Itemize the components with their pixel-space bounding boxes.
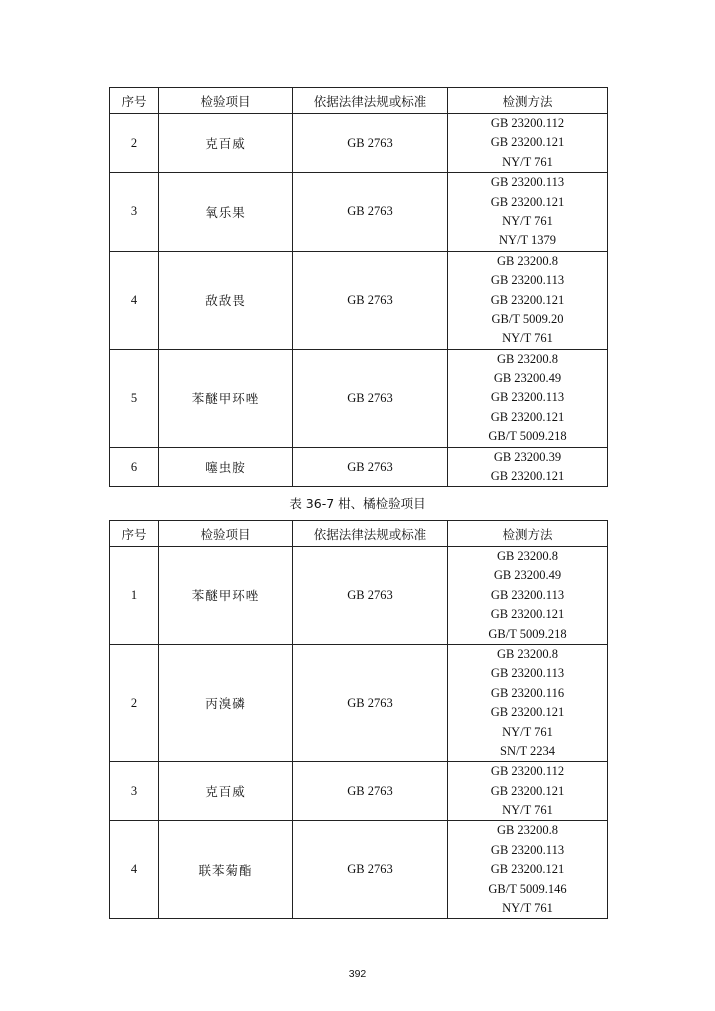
cell-methods: [448, 547, 608, 645]
cell-methods: [448, 762, 608, 821]
method-line: GB 23200.113: [490, 390, 565, 405]
method-line: GB 23200.112: [490, 116, 565, 130]
method-line: SN/T 2234: [500, 743, 555, 758]
cell-item: 噻虫胺: [159, 447, 293, 487]
cell-basis: GB 2763: [293, 821, 448, 919]
method-line: GB 23200.121: [490, 469, 565, 484]
cell-item: 苯醚甲环唑: [159, 547, 293, 645]
header-method: 检测方法: [448, 521, 608, 547]
table-row: [110, 821, 608, 919]
header-basis: 依据法律法规或标准: [293, 521, 448, 547]
cell-basis: GB 2763: [293, 114, 448, 173]
cell-methods: [448, 251, 608, 349]
method-line: GB 23200.121: [490, 135, 565, 150]
table-caption: 表 36-7 柑、橘检验项目: [289, 496, 426, 511]
header-basis: 依据法律法规或标准: [293, 88, 448, 114]
cell-serial: 4: [110, 821, 159, 919]
table-row: [110, 762, 608, 821]
method-line: GB 23200.113: [490, 587, 565, 602]
cell-serial: 2: [110, 114, 159, 173]
method-line: GB 23200.121: [490, 194, 565, 209]
header-item: 检验项目: [159, 521, 293, 547]
method-line: GB/T 5009.146: [488, 881, 567, 896]
method-line: NY/T 761: [502, 901, 553, 916]
inspection-table-top: [109, 87, 608, 487]
method-line: GB 23200.49: [493, 371, 562, 386]
method-line: GB 23200.8: [496, 253, 559, 268]
header-serial: 序号: [110, 88, 159, 114]
cell-methods: [448, 173, 608, 252]
table-row: [110, 251, 608, 349]
header-item: 检验项目: [159, 88, 293, 114]
method-line: GB 23200.8: [496, 646, 559, 661]
cell-item: 克百威: [159, 762, 293, 821]
method-line: GB 23200.113: [490, 273, 565, 288]
method-line: GB 23200.112: [490, 764, 565, 779]
method-line: GB 23200.113: [490, 842, 565, 857]
cell-methods: [448, 114, 608, 173]
method-line: NY/T 761: [502, 331, 553, 346]
method-line: GB 23200.121: [490, 862, 565, 877]
cell-item: 联苯菊酯: [159, 821, 293, 919]
method-line: GB 23200.8: [496, 351, 559, 366]
method-line: GB 23200.121: [490, 292, 565, 307]
table-header-row: [110, 521, 608, 547]
cell-serial: 5: [110, 349, 159, 447]
cell-item: 苯醚甲环唑: [159, 349, 293, 447]
cell-serial: 1: [110, 547, 159, 645]
cell-serial: 2: [110, 644, 159, 761]
table-row: [110, 173, 608, 252]
cell-methods: [448, 447, 608, 487]
cell-serial: 3: [110, 173, 159, 252]
method-line: GB/T 5009.218: [488, 626, 567, 641]
cell-methods: [448, 644, 608, 761]
header-method: 检测方法: [448, 88, 608, 114]
method-line: GB 23200.121: [490, 607, 565, 622]
table-row: [110, 114, 608, 173]
cell-serial: 6: [110, 447, 159, 487]
cell-basis: GB 2763: [293, 349, 448, 447]
method-line: NY/T 761: [502, 803, 553, 818]
method-line: GB 23200.121: [490, 705, 565, 720]
header-serial: 序号: [110, 521, 159, 547]
page-number: 392: [348, 968, 367, 980]
table-body: [110, 547, 608, 919]
method-line: NY/T 761: [502, 154, 553, 169]
cell-basis: GB 2763: [293, 762, 448, 821]
cell-methods: [448, 349, 608, 447]
inspection-table-citrus: [109, 520, 608, 919]
cell-item: 丙溴磷: [159, 644, 293, 761]
cell-basis: GB 2763: [293, 644, 448, 761]
method-line: NY/T 1379: [498, 233, 557, 248]
cell-basis: GB 2763: [293, 173, 448, 252]
table-header-row: [110, 88, 608, 114]
method-line: GB 23200.121: [490, 783, 565, 798]
method-line: GB/T 5009.20: [491, 311, 564, 326]
method-line: GB 23200.39: [493, 449, 562, 464]
table-body: [110, 114, 608, 487]
cell-basis: GB 2763: [293, 251, 448, 349]
cell-basis: GB 2763: [293, 547, 448, 645]
cell-basis: GB 2763: [293, 447, 448, 487]
cell-serial: 4: [110, 251, 159, 349]
cell-item: 氧乐果: [159, 173, 293, 252]
table-row: [110, 447, 608, 487]
table-row: [110, 349, 608, 447]
method-line: NY/T 761: [502, 724, 553, 739]
method-line: GB 23200.49: [493, 568, 562, 583]
table-row: [110, 547, 608, 645]
method-line: GB 23200.8: [496, 549, 559, 563]
cell-item: 克百威: [159, 114, 293, 173]
method-line: GB 23200.113: [490, 666, 565, 681]
method-line: GB/T 5009.218: [488, 429, 567, 444]
method-line: GB 23200.116: [490, 685, 565, 700]
cell-serial: 3: [110, 762, 159, 821]
cell-methods: [448, 821, 608, 919]
method-line: GB 23200.121: [490, 409, 565, 424]
table-row: [110, 644, 608, 761]
cell-item: 敌敌畏: [159, 251, 293, 349]
method-line: NY/T 761: [502, 213, 553, 228]
method-line: GB 23200.113: [490, 175, 565, 190]
method-line: GB 23200.8: [496, 823, 559, 838]
